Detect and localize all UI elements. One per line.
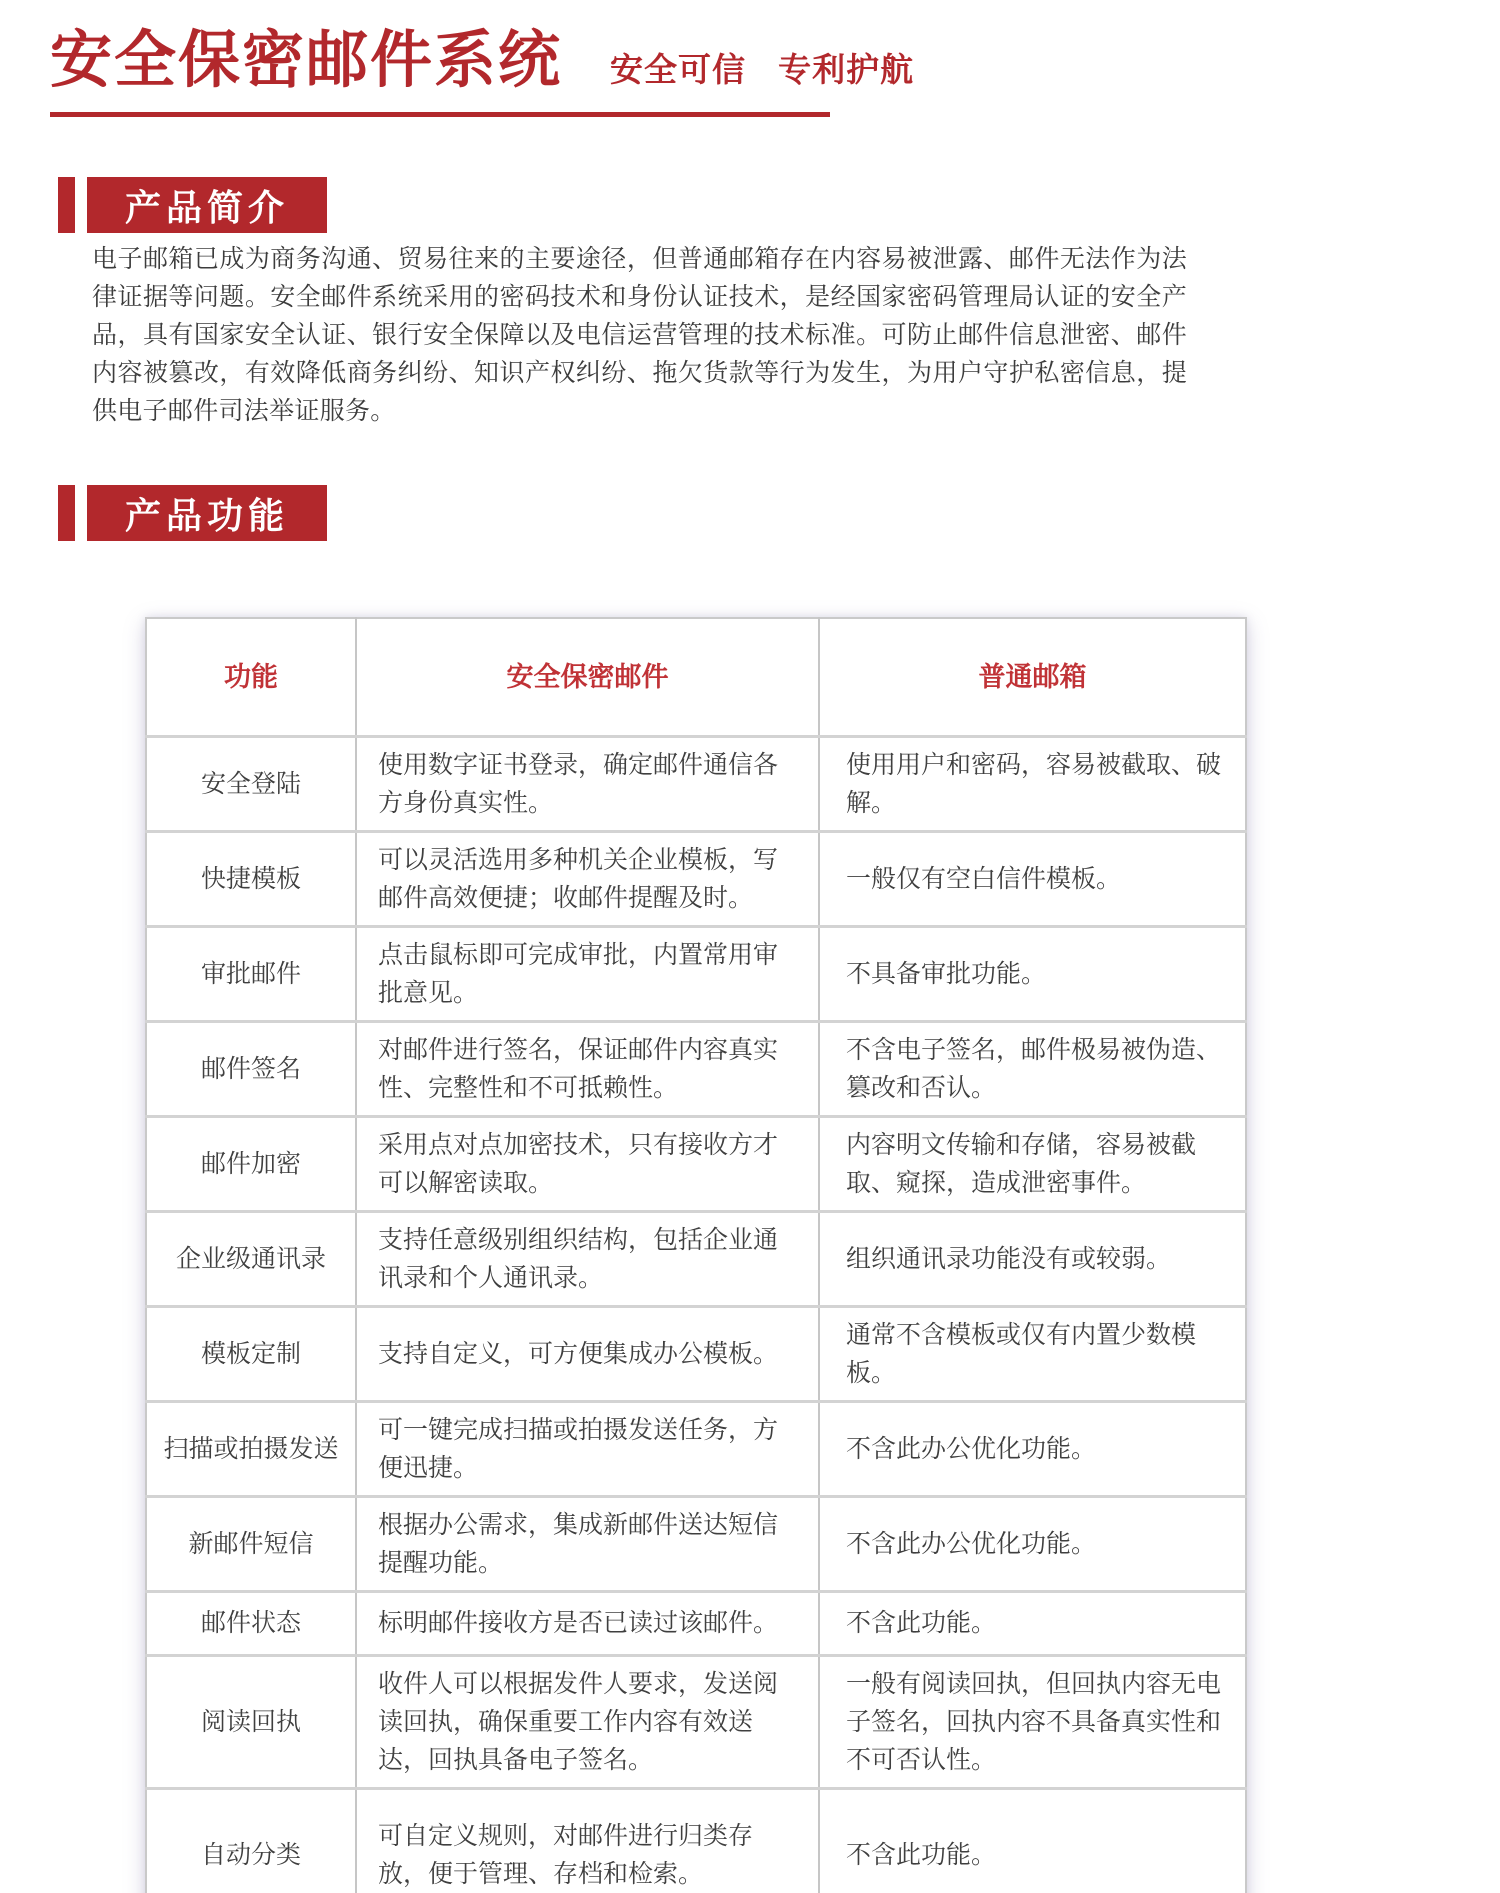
normal-cell: 不含此功能。 — [819, 1788, 1246, 1893]
feature-cell: 阅读回执 — [146, 1655, 356, 1788]
secure-cell: 根据办公需求，集成新邮件送达短信提醒功能。 — [356, 1496, 819, 1591]
secure-cell: 可以灵活选用多种机关企业模板，写邮件高效便捷；收邮件提醒及时。 — [356, 831, 819, 926]
feature-cell: 扫描或拍摄发送 — [146, 1401, 356, 1496]
normal-cell: 一般有阅读回执，但回执内容无电子签名，回执内容不具备真实性和不可否认性。 — [819, 1655, 1246, 1788]
feature-cell: 邮件签名 — [146, 1021, 356, 1116]
table-row — [146, 1211, 1246, 1306]
secure-cell: 可自定义规则，对邮件进行归类存放，便于管理、存档和检索。 — [356, 1788, 819, 1893]
feature-cell: 邮件状态 — [146, 1591, 356, 1655]
feature-cell: 新邮件短信 — [146, 1496, 356, 1591]
table-row — [146, 1496, 1246, 1591]
feature-cell: 企业级通讯录 — [146, 1211, 356, 1306]
secure-cell: 点击鼠标即可完成审批，内置常用审批意见。 — [356, 926, 819, 1021]
secure-cell: 对邮件进行签名，保证邮件内容真实性、完整性和不可抵赖性。 — [356, 1021, 819, 1116]
feature-cell: 模板定制 — [146, 1306, 356, 1401]
secure-cell: 采用点对点加密技术，只有接收方才可以解密读取。 — [356, 1116, 819, 1211]
header-normal-mail: 普通邮箱 — [819, 618, 1246, 736]
secure-cell: 可一键完成扫描或拍摄发送任务，方便迅捷。 — [356, 1401, 819, 1496]
secure-cell: 支持任意级别组织结构，包括企业通讯录和个人通讯录。 — [356, 1211, 819, 1306]
normal-cell: 通常不含模板或仅有内置少数模板。 — [819, 1306, 1246, 1401]
table-row — [146, 1401, 1246, 1496]
table-row — [146, 1591, 1246, 1655]
header-feature: 功能 — [224, 661, 278, 692]
title-underline — [50, 112, 830, 117]
normal-cell: 一般仅有空白信件模板。 — [819, 831, 1246, 926]
table-header-row — [146, 618, 1246, 736]
title-row — [50, 22, 914, 100]
feature-cell: 自动分类 — [146, 1788, 356, 1893]
table-row — [146, 736, 1246, 831]
intro-paragraph: 电子邮箱已成为商务沟通、贸易往来的主要途径，但普通邮箱存在内容易被泄露、邮件无法作为法律证据等问题。安全邮件系统采用的密码技术和身份认证技术，是经国家密码管理局认证的安全产品，具有国家安全认证、银行安全保障以及电信运营管理的技术标准。可防止邮件信息泄密、邮件内容被篡改，有效降低商务纠纷、知识产权纠纷、拖欠货款等行为发生，为用户守护私密信息，提供电子邮件司法举证服务。 — [92, 245, 1187, 425]
feature-comparison-table — [145, 617, 1247, 1893]
table-row — [146, 1021, 1246, 1116]
header-secure-mail: 安全保密邮件 — [356, 618, 819, 736]
intro-heading-label: 产品简介 — [87, 177, 327, 233]
table-row — [146, 1788, 1246, 1893]
table-row — [146, 1655, 1246, 1788]
normal-cell: 不含此办公优化功能。 — [819, 1401, 1246, 1496]
table-row — [146, 831, 1246, 926]
normal-cell: 不含电子签名，邮件极易被伪造、篡改和否认。 — [819, 1021, 1246, 1116]
normal-cell: 内容明文传输和存储，容易被截取、窥探，造成泄密事件。 — [819, 1116, 1246, 1211]
heading-accent-bar — [58, 177, 75, 233]
features-heading-label: 产品功能 — [87, 485, 327, 541]
feature-cell: 邮件加密 — [146, 1116, 356, 1211]
table-row — [146, 926, 1246, 1021]
page-title: 安全保密邮件系统 — [50, 26, 563, 95]
secure-cell: 支持自定义，可方便集成办公模板。 — [356, 1306, 819, 1401]
table-row — [146, 1306, 1246, 1401]
normal-cell: 组织通讯录功能没有或较弱。 — [819, 1211, 1246, 1306]
heading-accent-bar — [58, 485, 75, 541]
feature-cell: 安全登陆 — [146, 736, 356, 831]
normal-cell: 不含此办公优化功能。 — [819, 1496, 1246, 1591]
section-heading-features — [58, 485, 327, 541]
normal-cell: 不具备审批功能。 — [819, 926, 1246, 1021]
normal-cell: 不含此功能。 — [819, 1591, 1246, 1655]
table-row — [146, 1116, 1246, 1211]
secure-cell: 标明邮件接收方是否已读过该邮件。 — [356, 1591, 819, 1655]
feature-cell: 审批邮件 — [146, 926, 356, 1021]
page-subtitle: 安全可信 专利护航 — [610, 51, 915, 88]
normal-cell: 使用用户和密码，容易被截取、破解。 — [819, 736, 1246, 831]
secure-cell: 收件人可以根据发件人要求，发送阅读回执，确保重要工作内容有效送达，回执具备电子签名。 — [356, 1655, 819, 1788]
document-header — [50, 22, 914, 100]
section-heading-intro — [58, 177, 327, 233]
feature-cell: 快捷模板 — [146, 831, 356, 926]
secure-cell: 使用数字证书登录，确定邮件通信各方身份真实性。 — [356, 736, 819, 831]
